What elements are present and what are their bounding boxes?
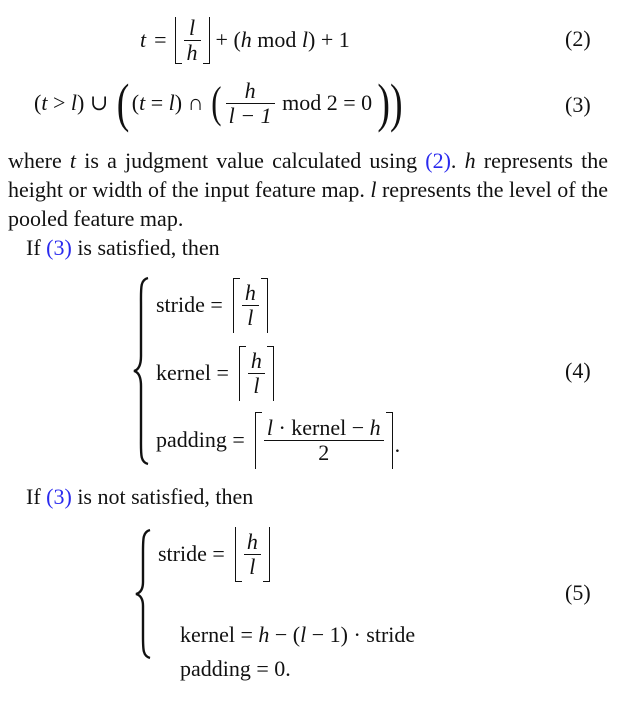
equals: = [206, 541, 225, 566]
numerator: h [244, 280, 256, 306]
denominator: l [253, 372, 260, 398]
kernel-label: kernel [156, 360, 211, 385]
eq3-denominator: l − 1 [228, 102, 272, 128]
var-h: h [464, 148, 476, 173]
eq3-l2: l [168, 90, 175, 115]
var-l: l [266, 415, 273, 441]
eq3-gt: > [47, 90, 71, 115]
paragraph-if-not-satisfied [26, 482, 626, 511]
intersect-symbol: ∩ [182, 90, 209, 115]
eq3-t2: t [139, 90, 146, 115]
minus-open: − ( [269, 622, 301, 647]
eq2-denominator: h [186, 39, 198, 65]
equation-number-2: (2) [565, 26, 591, 51]
stride-label: stride [158, 541, 207, 566]
floor-left-bracket [235, 527, 242, 582]
eq3-t: t [41, 90, 48, 115]
equals: = [234, 622, 259, 647]
equation-3 [34, 70, 408, 136]
floor-fraction [235, 527, 270, 582]
big-open-paren: ( [116, 73, 130, 133]
union-symbol: ∪ [84, 90, 114, 115]
denominator: l [247, 304, 254, 330]
ceil-fraction [233, 278, 268, 333]
ceil-fraction [255, 412, 393, 469]
eq4-row-padding [156, 410, 400, 470]
fraction [248, 349, 265, 396]
equals: = [204, 292, 223, 317]
var-h: h [258, 622, 270, 647]
padding-label: padding [156, 427, 227, 452]
numerator: h [250, 348, 262, 374]
text: If [26, 484, 47, 509]
numerator: h [246, 529, 258, 555]
paragraph-definitions [8, 146, 608, 233]
eq3-equals: = [145, 90, 169, 115]
eq2-h: h [240, 27, 252, 52]
denominator: 2 [318, 439, 330, 465]
text: represents the height or width of the input feature map. [8, 148, 608, 202]
eq3-l: l [70, 90, 77, 115]
eq2-close-plus-one: ) + 1 [308, 27, 350, 52]
eq3-paren-close: ) [77, 90, 85, 115]
ceil-right-bracket [267, 346, 274, 401]
var-t: t [69, 148, 77, 173]
floor-right-bracket [263, 527, 270, 582]
eq3-fraction [226, 79, 275, 126]
var-l: l [300, 622, 307, 647]
kernel-label: kernel [180, 622, 235, 647]
denominator: l [249, 553, 256, 579]
big-close-parens: )) [377, 73, 403, 133]
ceil-right-bracket [386, 412, 393, 469]
eq2-mod: mod [251, 27, 302, 52]
ceil-right-bracket [261, 278, 268, 333]
eq2-plus-open: + ( [215, 27, 241, 52]
equation-number-3: (3) [565, 92, 591, 117]
stride-label: stride [156, 292, 205, 317]
eq3-numerator: h [244, 78, 256, 104]
floor-right-bracket [203, 17, 210, 64]
fraction [264, 416, 384, 463]
eq5-row-padding [158, 630, 291, 708]
ceil-fraction [239, 346, 274, 401]
equation-ref-link-3[interactable]: (3) [46, 484, 72, 509]
text: . [450, 148, 465, 173]
equation-ref-link-2[interactable]: (2) [425, 148, 451, 173]
expr-rest: − 1) · stride [306, 622, 416, 647]
equals: = [210, 360, 229, 385]
equals-zero: = 0. [250, 656, 291, 681]
eq5-row-stride [158, 526, 270, 582]
ceil-left-bracket [239, 346, 246, 401]
eq2-rest [216, 27, 350, 53]
eq3-paren2: ( [131, 90, 140, 115]
eq2-numerator: l [188, 15, 196, 41]
eq2-lhs: t [140, 27, 147, 52]
paragraph-if-satisfied [26, 233, 626, 262]
eq2-equals: = [154, 27, 167, 52]
equation-number-5: (5) [565, 580, 591, 605]
med-open-paren: ( [211, 78, 222, 127]
text: is a judgment value calculated using [76, 148, 426, 173]
eq3-paren2-close: ) [174, 90, 183, 115]
eq2-l: l [301, 27, 309, 52]
text: If [26, 235, 47, 260]
var-h: h [369, 415, 381, 441]
num-rest: · kernel − [272, 415, 370, 441]
eq3-mod-text: mod 2 = 0 [276, 90, 373, 115]
equation-2 [140, 10, 350, 70]
ceil-left-bracket [233, 278, 240, 333]
eq4-row-kernel [156, 344, 274, 402]
text: is satisfied, then [71, 235, 220, 260]
text: represents the level of the pooled feature map. [8, 177, 609, 231]
equation-ref-link-3[interactable]: (3) [46, 235, 72, 260]
period: . [394, 432, 401, 457]
eq2-fraction [184, 16, 201, 63]
equation-number-4: (4) [565, 358, 591, 383]
eq3-paren: ( [34, 90, 42, 115]
fraction [242, 281, 259, 328]
floor-left-bracket [175, 17, 182, 64]
fraction [244, 530, 261, 577]
text: is not satisfied, then [71, 484, 254, 509]
equals: = [226, 427, 245, 452]
ceil-left-bracket [255, 412, 262, 469]
left-curly-brace-icon [134, 528, 154, 660]
padding-label: padding [180, 656, 251, 681]
var-l: l [370, 177, 377, 202]
numerator [264, 416, 384, 439]
eq2-floor-fraction [175, 16, 210, 63]
text: where [8, 148, 70, 173]
eq4-row-stride [156, 276, 268, 334]
left-curly-brace-icon [132, 276, 152, 466]
